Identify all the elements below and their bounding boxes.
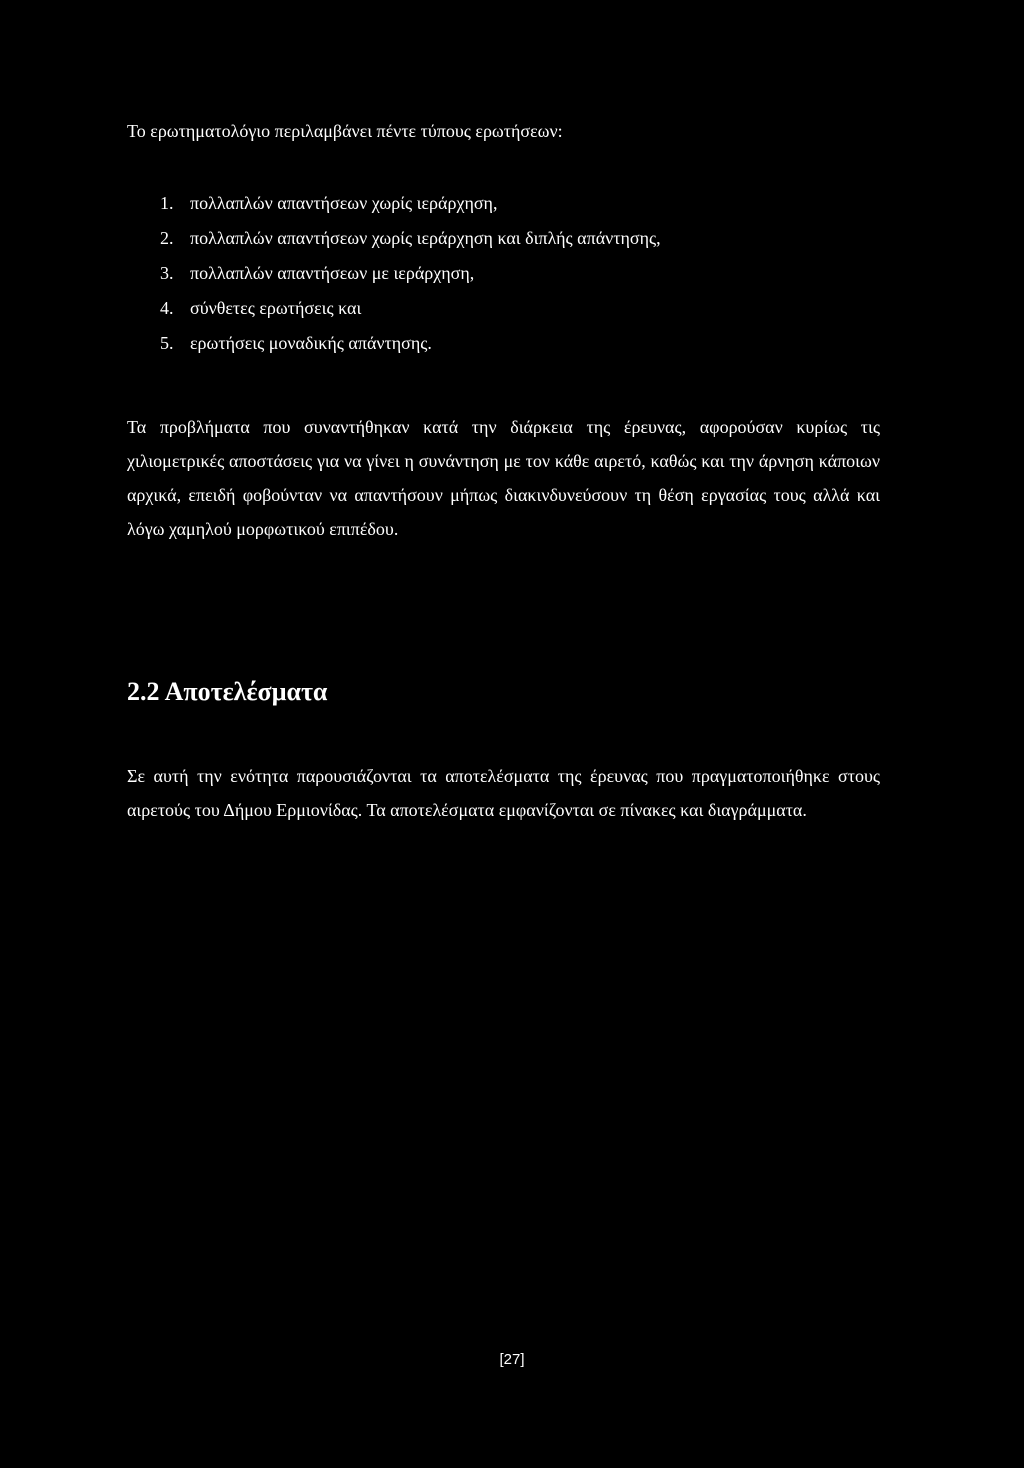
section-heading: 2.2 Αποτελέσματα — [127, 677, 328, 706]
list-item — [160, 293, 860, 328]
list-item-number: 4. — [160, 298, 174, 318]
list-item — [160, 258, 860, 293]
question-types-list — [160, 188, 860, 363]
results-paragraph: Σε αυτή την ενότητα παρουσιάζονται τα αποτελέσματα της έρευνας που πραγματοποιήθηκε στους αιρετούς του Δήμου Ερμιονίδας. Τα αποτελέσματα εμφανίζονται σε πίνακες και διαγράμματα. — [127, 766, 880, 820]
problems-paragraph: Τα προβλήματα που συναντήθηκαν κατά την διάρκεια της έρευνας, αφορούσαν κυρίως τις χιλιομετρικές αποστάσεις για να γίνει η συνάντηση με τον κάθε αιρετό, καθώς και την άρνηση κάποιων αρχικά, επειδή φοβούνταν να απαντήσουν μήπως διακινδυνεύσουν τη θέση εργασίας τους αλλά και λόγω χαμηλού μορφωτικού επιπέδου. — [127, 417, 880, 539]
list-item-number: 1. — [160, 193, 174, 213]
list-item-number: 5. — [160, 333, 174, 353]
list-item-number: 3. — [160, 263, 174, 283]
list-item-text: ερωτήσεις μοναδικής απάντησης. — [190, 333, 432, 353]
list-item-number: 2. — [160, 228, 174, 248]
list-item-text: πολλαπλών απαντήσεων χωρίς ιεράρχηση, — [190, 193, 498, 213]
list-item — [160, 223, 860, 258]
list-item-text: πολλαπλών απαντήσεων με ιεράρχηση, — [190, 263, 475, 283]
list-item — [160, 188, 860, 223]
list-item-text: πολλαπλών απαντήσεων χωρίς ιεράρχηση και διπλής απάντησης, — [190, 228, 661, 248]
intro-text: Το ερωτηματολόγιο περιλαμβάνει πέντε τύπους ερωτήσεων: — [127, 121, 563, 141]
page-number: [27] — [499, 1351, 525, 1368]
list-item — [160, 328, 860, 363]
list-item-text: σύνθετες ερωτήσεις και — [190, 298, 362, 318]
